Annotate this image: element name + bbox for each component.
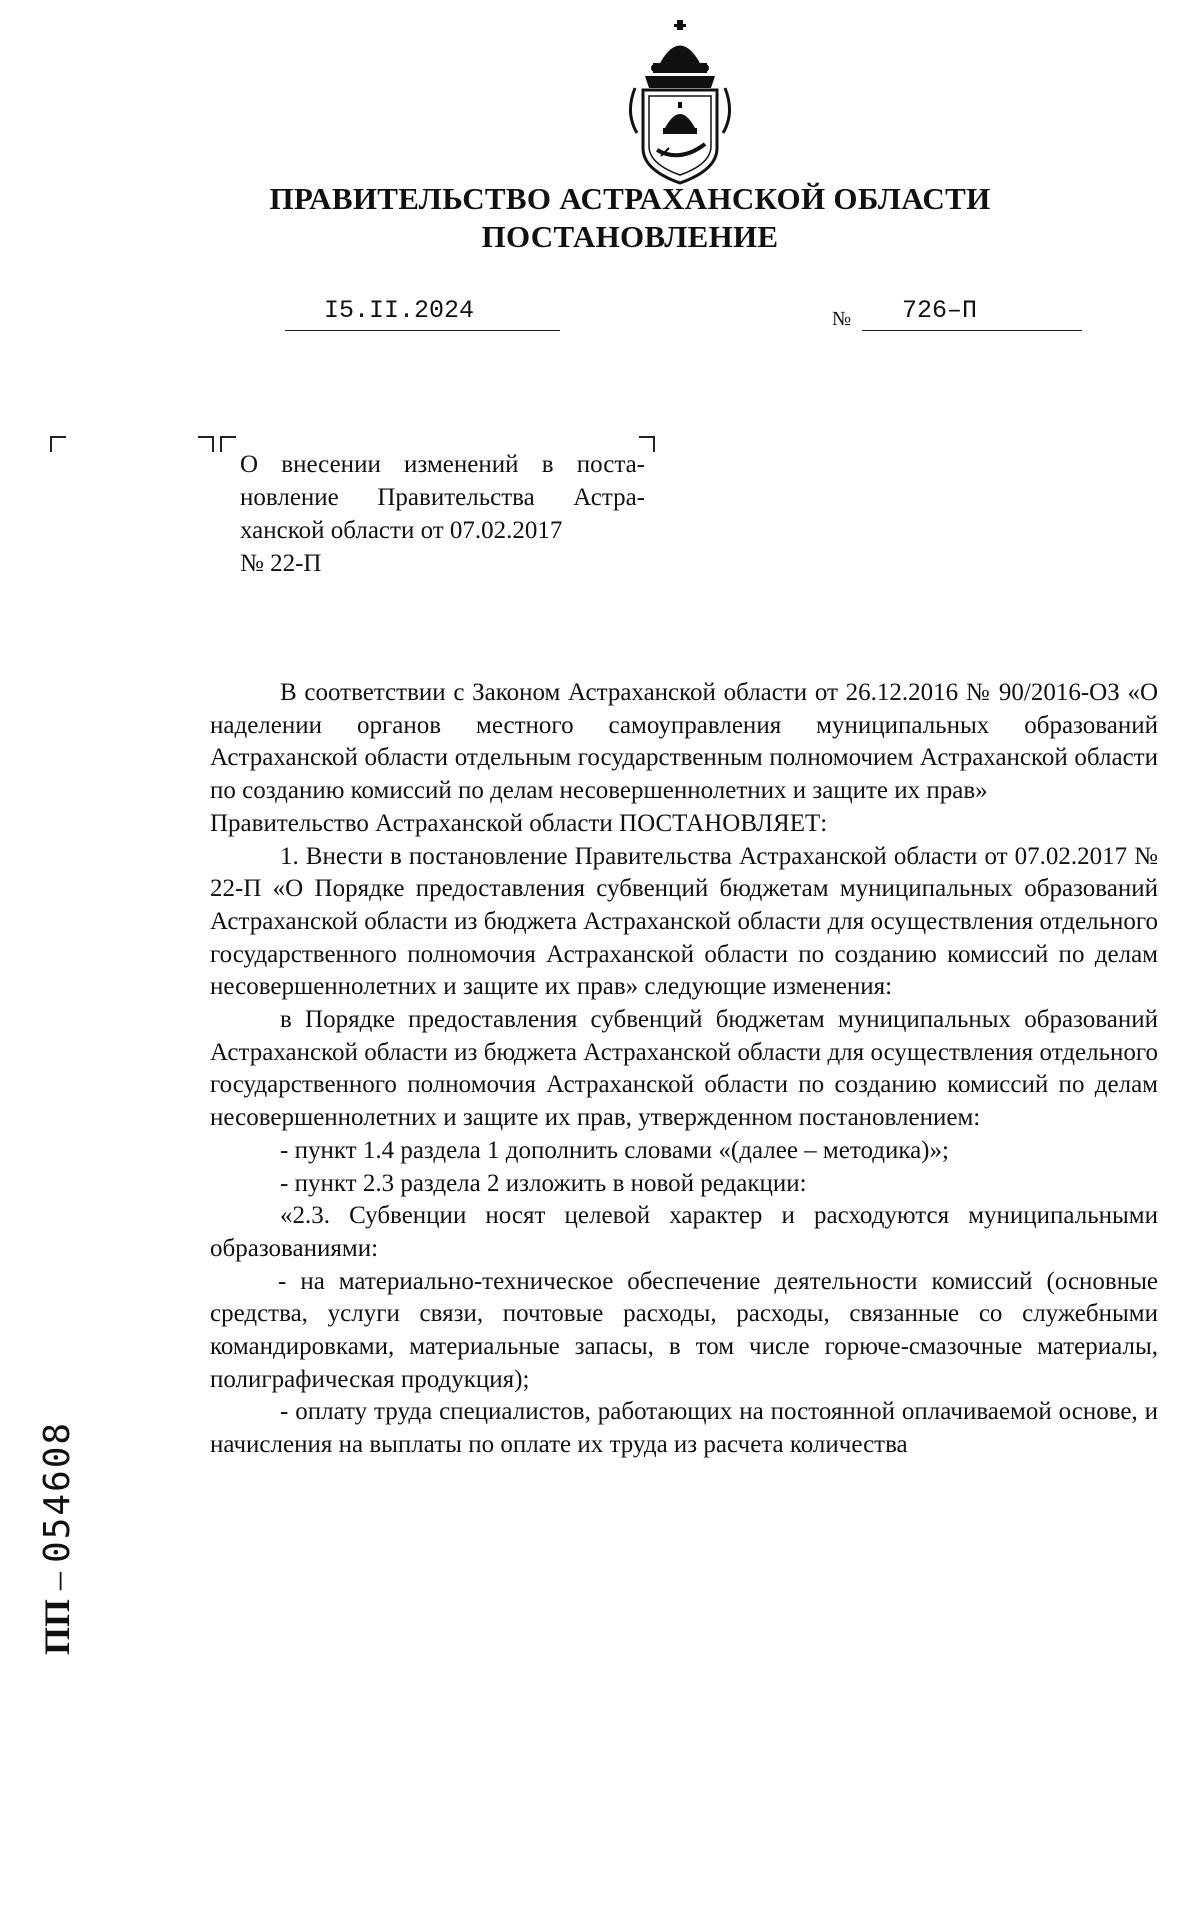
title-last-line: № 22-П: [240, 550, 322, 577]
title-text: О внесении изменений в постановление Правительства Астраханской области от 07.02.2017: [240, 451, 645, 544]
corner-mark: [50, 436, 66, 452]
document-header: [0, 180, 1200, 256]
number-field: [862, 296, 1082, 331]
serial-prefix: ПП: [37, 1598, 77, 1655]
doc-type: ПОСТАНОВЛЕНИЕ: [481, 219, 779, 254]
body-paragraph: «2.3. Субвенции носят целевой характер и расходуются муниципальными образованиями:: [210, 1202, 1158, 1262]
body-paragraph: - пункт 1.4 раздела 1 дополнить словами «(далее – методика)»;: [280, 1136, 949, 1164]
corner-mark: [220, 436, 236, 452]
body-paragraph: Правительство Астраханской области ПОСТАНОВЛЯЕТ:: [210, 809, 828, 837]
serial-number: 054608: [37, 1420, 78, 1563]
body-paragraph: - оплату труда специалистов, работающих на постоянной оплачиваемой основе, и начисления на выплаты по оплате их труда из расчета количества: [210, 1398, 1158, 1459]
body-paragraph: В соответствии с Законом Астраханской области от 26.12.2016 № 90/2016-ОЗ «О наделении органов местного самоуправления муниципальных образований Астраханской области отдельным государственным полномочием Астраханской области по созданию комиссий по делам несовершеннолетних и защите их прав»: [210, 679, 1158, 805]
corner-mark: [198, 436, 214, 452]
date-field: [285, 296, 560, 331]
number-sign: №: [832, 308, 852, 330]
side-serial-code: [37, 1420, 97, 1915]
coat-of-arms-icon: [625, 18, 735, 188]
body-paragraph: - пункт 2.3 раздела 2 изложить в новой редакции:: [280, 1169, 807, 1197]
org-name: ПРАВИТЕЛЬСТВО АСТРАХАНСКОЙ ОБЛАСТИ: [269, 181, 991, 216]
document-title: [240, 448, 645, 580]
body-paragraph: - на материально-техническое обеспечение деятельности комиссий (основные средства, услуги связи, почтовые расходы, расходы, связанные со служебными командировками, материальные запасы, в том числе горюче-смазочные материалы, полиграфическая продукция);: [210, 1267, 1158, 1393]
body-paragraph: 1. Внести в постановление Правительства Астраханской области от 07.02.2017 № 22-П «О Порядке предоставления субвенций бюджетам муниципальных образований Астраханской области из бюджета Астраханской области для осуществления отдельного государственного полномочия Астраханской области по созданию комиссий по делам несовершеннолетних и защите их прав» следующие изменения:: [210, 842, 1158, 1001]
serial-separator: –: [37, 1562, 77, 1599]
date-value: I5.II.2024: [324, 296, 475, 325]
body-paragraph: в Порядке предоставления субвенций бюджетам муниципальных образований Астраханской области из бюджета Астраханской области для осуществления отдельного государственного полномочия Астраханской области по созданию комиссий по делам несовершеннолетних и защите их прав, утвержденном постановлением:: [210, 1006, 1158, 1132]
number-value: 726–П: [902, 296, 978, 325]
document-body: [210, 677, 1158, 1462]
